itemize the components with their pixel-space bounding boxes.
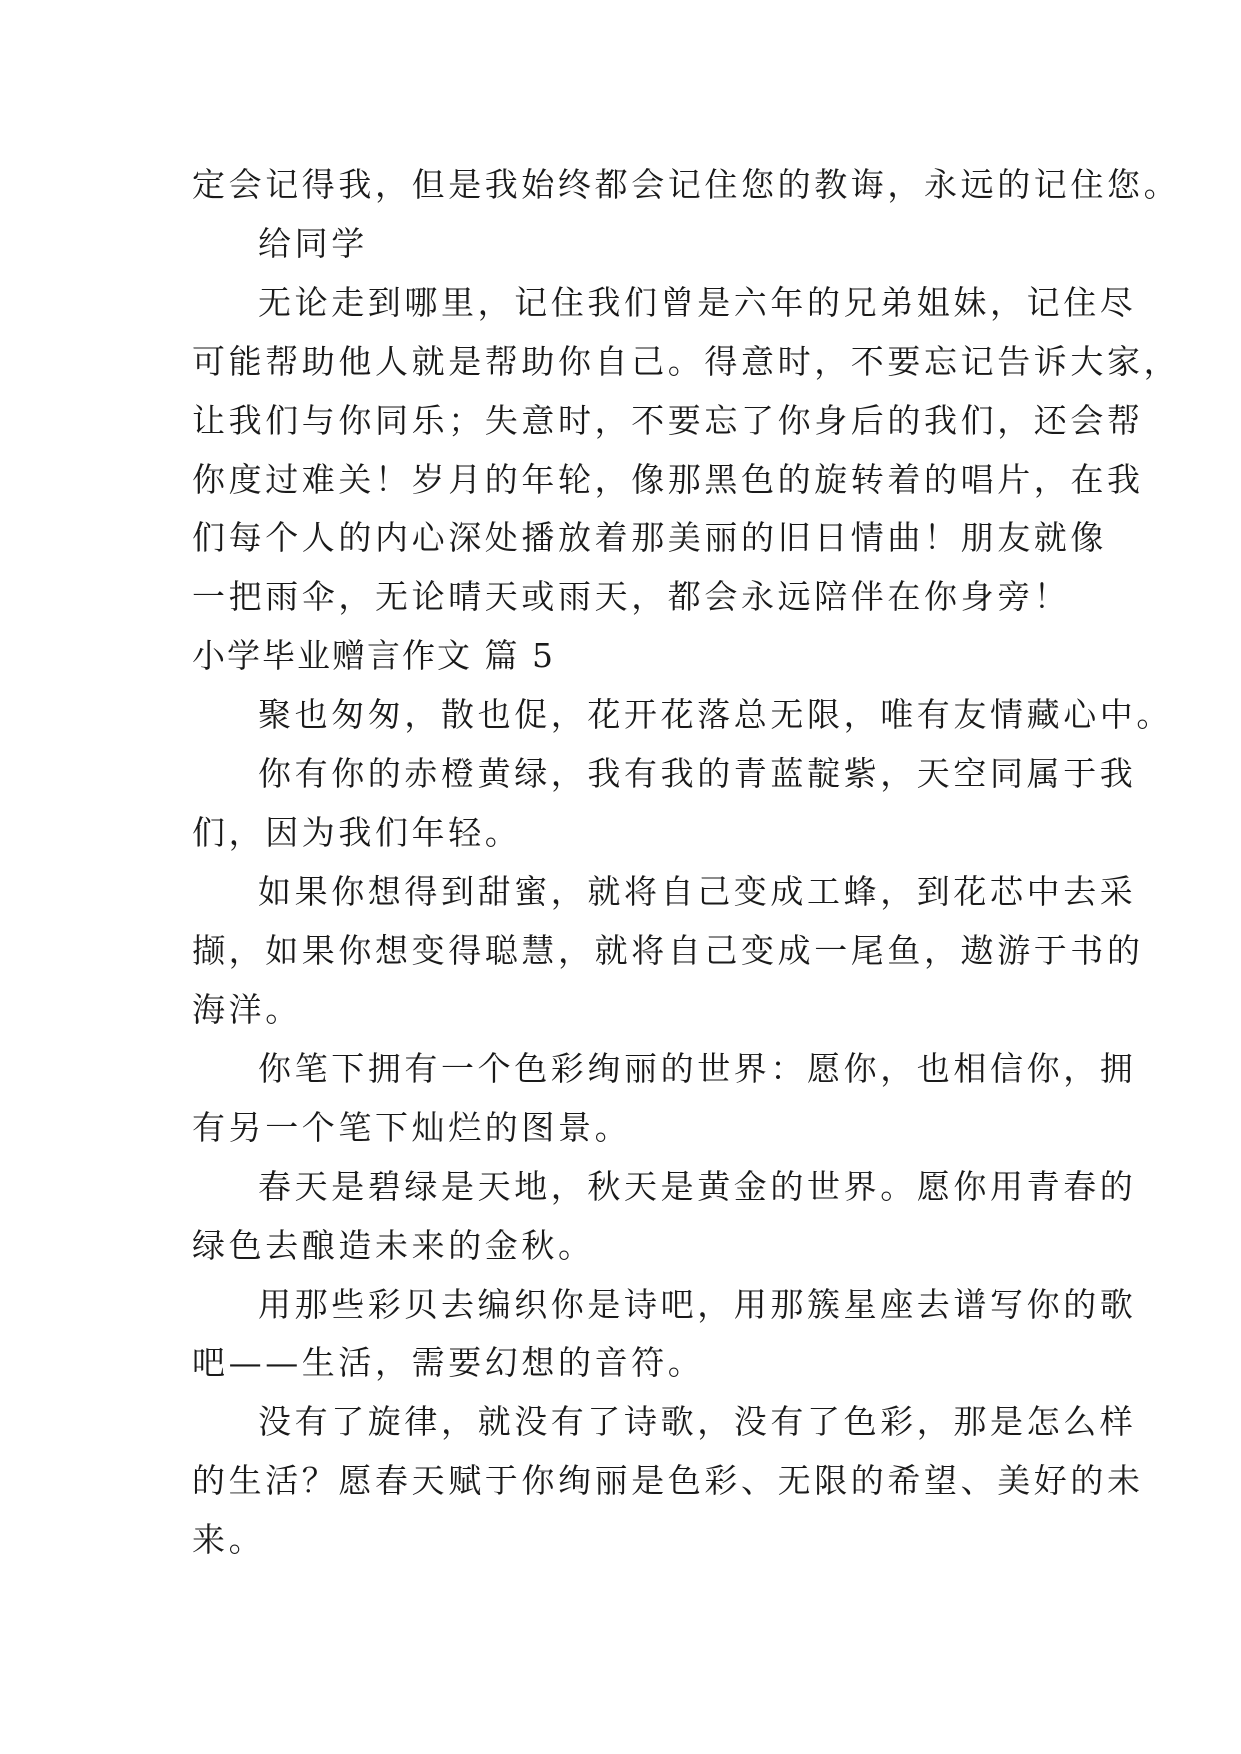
paragraph-line: 一把雨伞，无论晴天或雨天，都会永远陪伴在你身旁！ [192,577,1071,616]
paragraph-line: 们，因为我们年轻。 [192,813,522,852]
paragraph-line: 海洋。 [192,990,302,1029]
paragraph-line: 让我们与你同乐；失意时，不要忘了你身后的我们，还会帮 [192,401,1144,440]
paragraph-line: 你有你的赤橙黄绿，我有我的青蓝靛紫，天空同属于我 [258,754,1137,793]
paragraph-line: 聚也匆匆，散也促，花开花落总无限，唯有友情藏心中。 [258,695,1173,734]
paragraph-line: 你笔下拥有一个色彩绚丽的世界：愿你，也相信你，拥 [258,1049,1137,1088]
paragraph-line: 有另一个笔下灿烂的图景。 [192,1108,632,1147]
paragraph-line: 撷，如果你想变得聪慧，就将自己变成一尾鱼，遨游于书的 [192,931,1144,970]
section-heading: 小学毕业赠言作文 篇 5 [192,636,555,675]
section-subtitle: 给同学 [258,224,368,263]
paragraph-line: 你度过难关！岁月的年轮，像那黑色的旋转着的唱片，在我 [192,460,1144,499]
paragraph-line: 绿色去酿造未来的金秋。 [192,1226,595,1265]
paragraph-line: 无论走到哪里，记住我们曾是六年的兄弟姐妹，记住尽 [258,283,1137,322]
paragraph-line: 春天是碧绿是天地，秋天是黄金的世界。愿你用青春的 [258,1167,1137,1206]
paragraph-line: 可能帮助他人就是帮助你自己。得意时，不要忘记告诉大家， [192,342,1181,381]
paragraph-line: 用那些彩贝去编织你是诗吧，用那簇星座去谱写你的歌 [258,1285,1137,1324]
paragraph-line: 的生活？愿春天赋于你绚丽是色彩、无限的希望、美好的未 [192,1461,1144,1500]
paragraph-line: 没有了旋律，就没有了诗歌，没有了色彩，那是怎么样 [258,1402,1137,1441]
paragraph-line: 吧——生活，需要幻想的音符。 [192,1343,705,1382]
paragraph-line: 来。 [192,1520,266,1559]
paragraph-line: 定会记得我，但是我始终都会记住您的教诲，永远的记住您。 [192,165,1181,204]
paragraph-line: 们每个人的内心深处播放着那美丽的旧日情曲！朋友就像 [192,518,1107,557]
paragraph-line: 如果你想得到甜蜜，就将自己变成工蜂，到花芯中去采 [258,872,1137,911]
